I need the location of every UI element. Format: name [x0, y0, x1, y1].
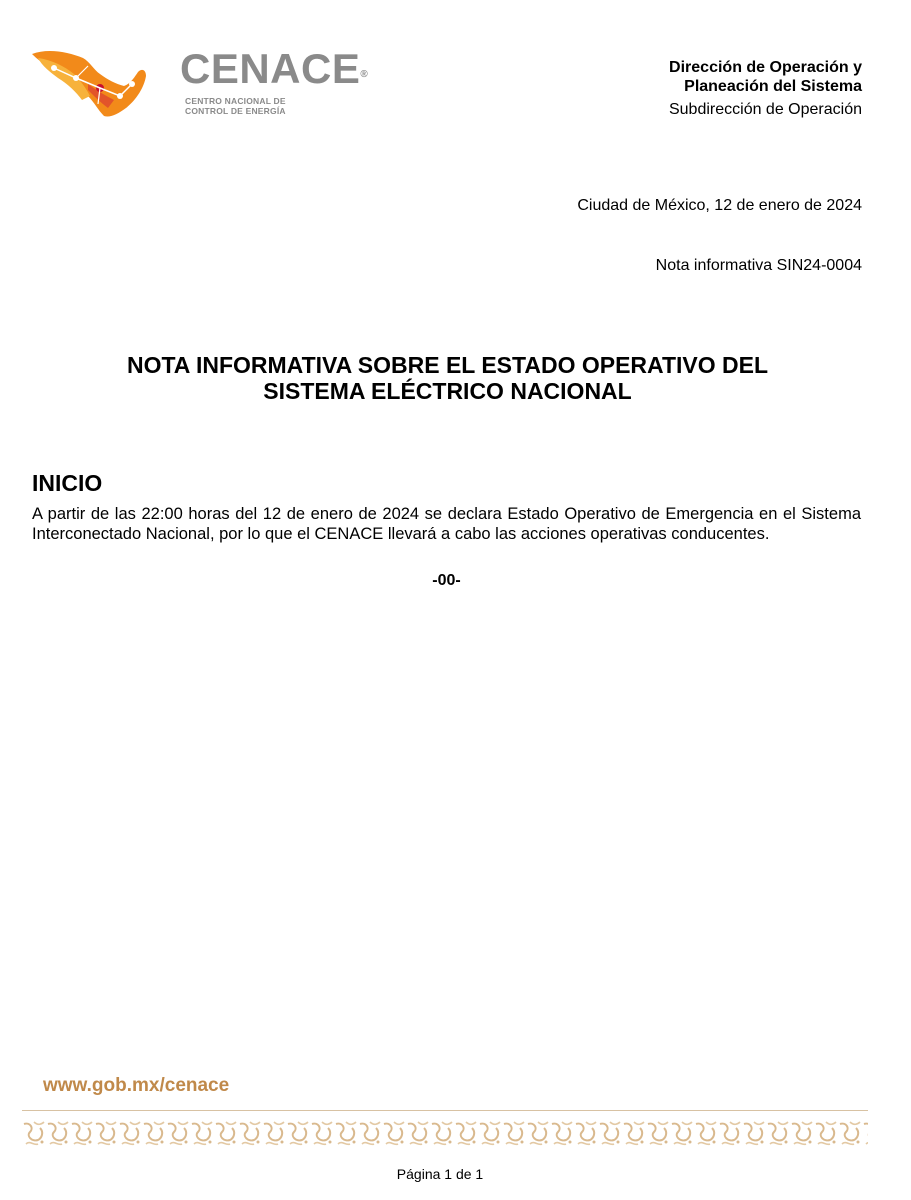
note-id: Nota informativa SIN24-0004 [655, 257, 862, 274]
header-department [669, 58, 862, 119]
footer-divider [22, 1110, 868, 1111]
decorative-pattern-band [22, 1120, 868, 1148]
page-number: Página 1 de 1 [396, 1166, 484, 1182]
brand-name: CENACE® [180, 45, 369, 92]
document-date: Ciudad de México, 12 de enero de 2024 [577, 197, 862, 214]
brand-subtitle: CENTRO NACIONAL DE CONTROL DE ENERGÍA [185, 96, 286, 116]
footer-url-link[interactable]: www.gob.mx/cenace [43, 1075, 230, 1096]
cenace-logo [28, 44, 369, 124]
section-body: A partir de las 22:00 horas del 12 de enero de 2024 se declara Estado Operativo de Emergencia en el Sistema Interconectado Nacional, por lo que el CENACE llevará a cabo las acciones operativas conducentes. [32, 505, 861, 543]
dept-line-2: Planeación del Sistema [684, 78, 862, 95]
document-title: NOTA INFORMATIVA SOBRE EL ESTADO OPERATIVO DEL SISTEMA ELÉCTRICO NACIONAL [126, 352, 769, 404]
subdepartment: Subdirección de Operación [668, 101, 862, 118]
section-heading: INICIO [32, 470, 103, 496]
end-mark: -00- [432, 572, 461, 589]
mexico-map-logo-icon [28, 44, 150, 122]
dept-line-1: Dirección de Operación y [669, 59, 862, 76]
